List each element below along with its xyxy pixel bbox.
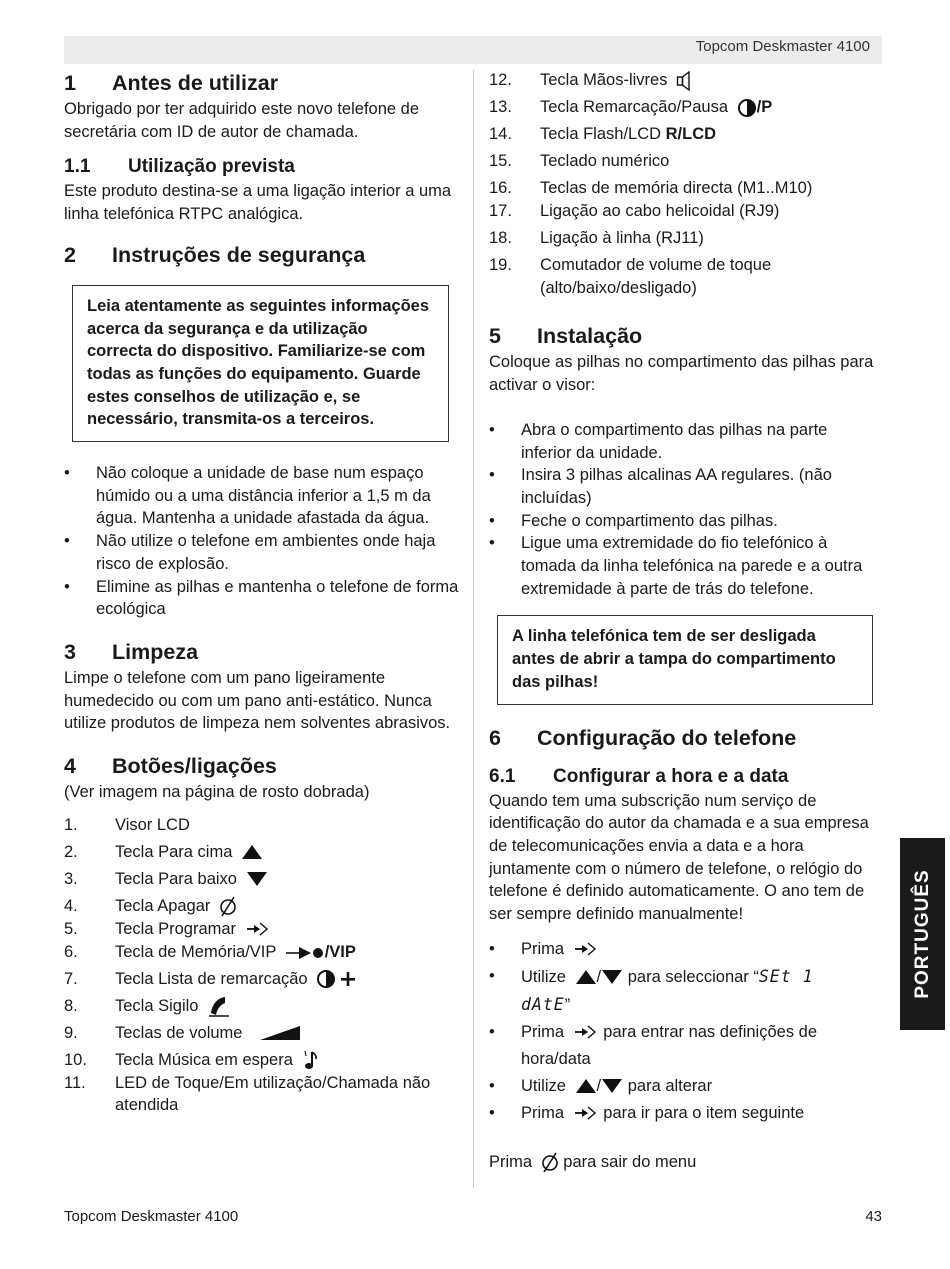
program-arrow-icon [573, 1105, 599, 1121]
program-arrow-icon [573, 1024, 599, 1040]
music-note-icon [302, 1049, 320, 1071]
list-item: 9. Teclas de volume [64, 1022, 459, 1049]
section-3-text: Limpe o telefone com um pano ligeiramente humedecido ou com um pano anti-estático. Nunca utilize produtos de limpeza nem solventes abrasivos. [64, 668, 451, 733]
list-item: 19. Comutador de volume de toque (alto/baixo/desligado) [489, 256, 772, 297]
header-bar [64, 36, 882, 64]
speaker-icon [676, 71, 692, 91]
down-triangle-icon [601, 1078, 623, 1094]
buttons-list-continued [489, 69, 882, 299]
list-item: 14. Tecla Flash/LCD R/LCD [489, 125, 717, 143]
section-4-heading: 4 Botões/ligações [64, 754, 277, 779]
list-item: • Não utilize o telefone em ambientes onde haja risco de explosão. [64, 530, 459, 575]
list-item: • Elimine as pilhas e mantenha o telefone de forma ecológica [64, 576, 459, 621]
list-item: 13. Tecla Remarcação/Pausa /P [489, 98, 773, 116]
redial-list-icon [316, 969, 356, 989]
down-triangle-icon [601, 969, 623, 985]
safety-bullets [64, 462, 459, 621]
section-2-heading: 2 Instruções de segurança [64, 242, 366, 267]
list-item: 12. Tecla Mãos-livres [489, 69, 882, 96]
section-6-1-text: Quando tem uma subscrição num serviço de identificação do autor da chamada e a sua empresa de telecomunicações envia a data e a hora juntamente com o número de telefone, o relógio do telefone é definido automaticamente. O ano tem de ser sempre definido manualmente! [489, 791, 869, 924]
section-3-heading: 3 Limpeza [64, 639, 199, 664]
redial-pause-icon [737, 98, 757, 118]
section-5-heading: 5 Instalação [489, 324, 643, 349]
right-column [489, 66, 882, 1173]
list-item: 11. LED de Toque/Em utilização/Chamada não atendida [64, 1073, 431, 1115]
list-item: 4. Tecla Apagar [64, 895, 459, 918]
section-5-text: Coloque as pilhas no compartimento das pilhas para activar o visor: [489, 353, 874, 395]
flash-lcd-label: R/LCD [665, 125, 717, 143]
list-item: 10. Tecla Música em espera [64, 1049, 459, 1072]
pause-label: /P [756, 98, 773, 116]
delete-icon [541, 1151, 559, 1173]
down-triangle-icon [246, 871, 268, 887]
list-item: • Prima para ir para o item seguinte [489, 1100, 882, 1127]
list-item: • Insira 3 pilhas alcalinas AA regulares. (não incluídas) [489, 464, 882, 509]
section-1-text: Obrigado por ter adquirido este novo telefone de secretária com ID de autor de chamada. [64, 100, 419, 141]
list-item: 5. Tecla Programar [64, 918, 459, 941]
up-triangle-icon [241, 844, 263, 860]
program-arrow-icon [573, 941, 599, 957]
lcd-text: dAtE [521, 994, 565, 1014]
list-item: • Feche o compartimento das pilhas. [489, 510, 882, 533]
list-item: • Não coloque a unidade de base num espaço húmido ou a uma distância inferior a 1,5 m da água. Mantenha a unidade afastada da água. [64, 462, 459, 530]
section-1-1-text: Este produto destina-se a uma ligação interior a uma linha telefónica RTPC analógica. [64, 182, 452, 224]
up-triangle-icon [575, 969, 597, 985]
vip-label: /VIP [324, 942, 356, 961]
list-item: 2. Tecla Para cima [64, 841, 459, 868]
delete-icon [219, 895, 237, 917]
list-item: 17. Ligação ao cabo helicoidal (RJ9) [489, 202, 780, 220]
program-arrow-icon [245, 921, 271, 937]
list-item: • Prima [489, 936, 882, 963]
up-triangle-icon [575, 1078, 597, 1094]
list-item: 15. Teclado numérico [489, 152, 670, 170]
section-1-1-heading: 1.1 Utilização prevista [64, 156, 295, 178]
installation-bullets [489, 419, 882, 601]
list-item: 1. Visor LCD [64, 815, 190, 834]
section-6-heading: 6 Configuração do telefone [489, 725, 797, 750]
section-6-1-heading: 6.1 Configurar a hora e a data [489, 765, 789, 787]
language-tab [900, 838, 945, 1030]
list-item: • Ligue uma extremidade do fio telefónico à tomada da linha telefónica na parede e a outra extremidade à parte de trás do telefone. [489, 532, 882, 600]
list-item: • Utilize / para alterar [489, 1073, 882, 1100]
section-4-subtitle: (Ver imagem na página de rosto dobrada) [64, 783, 370, 802]
list-item: 16. Teclas de memória directa (M1..M10) [489, 179, 813, 197]
page-number: 43 [865, 1208, 882, 1225]
footer-title: Topcom Deskmaster 4100 [64, 1208, 239, 1225]
column-divider [473, 70, 474, 1188]
list-item: 18. Ligação à linha (RJ11) [489, 229, 704, 247]
buttons-list [64, 814, 459, 1117]
battery-warning-box: A linha telefónica tem de ser desligada antes de abrir a tampa do compartimento das pilhas! [497, 615, 873, 704]
list-item: 7. Tecla Lista de remarcação [64, 968, 459, 995]
list-item: • Utilize / para seleccionar “SEt 1 dAtE” [489, 963, 882, 1019]
list-item: 3. Tecla Para baixo [64, 868, 459, 895]
left-column [64, 66, 459, 1117]
list-item: • Prima para entrar nas definições de hora/data [489, 1019, 882, 1073]
memory-arrow-icon [285, 945, 325, 959]
list-item: 8. Tecla Sigilo [64, 995, 459, 1022]
time-date-steps [489, 936, 882, 1127]
list-item: • Abra o compartimento das pilhas na parte inferior da unidade. [489, 419, 882, 464]
language-tab-label: PORTUGUÊS [911, 869, 933, 999]
mute-handset-icon [207, 995, 235, 1017]
lcd-text: SEt 1 [758, 966, 814, 986]
safety-warning-box: Leia atentamente as seguintes informações acerca da segurança e da utilização correcta do dispositivo. Familiarize-se com todas as funções do equipamento. Guarde estes conselhos de utilização e, se necessário, transmita-os a terceiros. [72, 285, 449, 442]
exit-menu-text: Prima para sair do menu [489, 1151, 882, 1174]
volume-wedge-icon [259, 1025, 301, 1041]
section-1-heading: 1 Antes de utilizar [64, 71, 279, 95]
list-item: 6. Tecla de Memória/VIP /VIP [64, 942, 356, 961]
header-title: Topcom Deskmaster 4100 [695, 38, 870, 55]
